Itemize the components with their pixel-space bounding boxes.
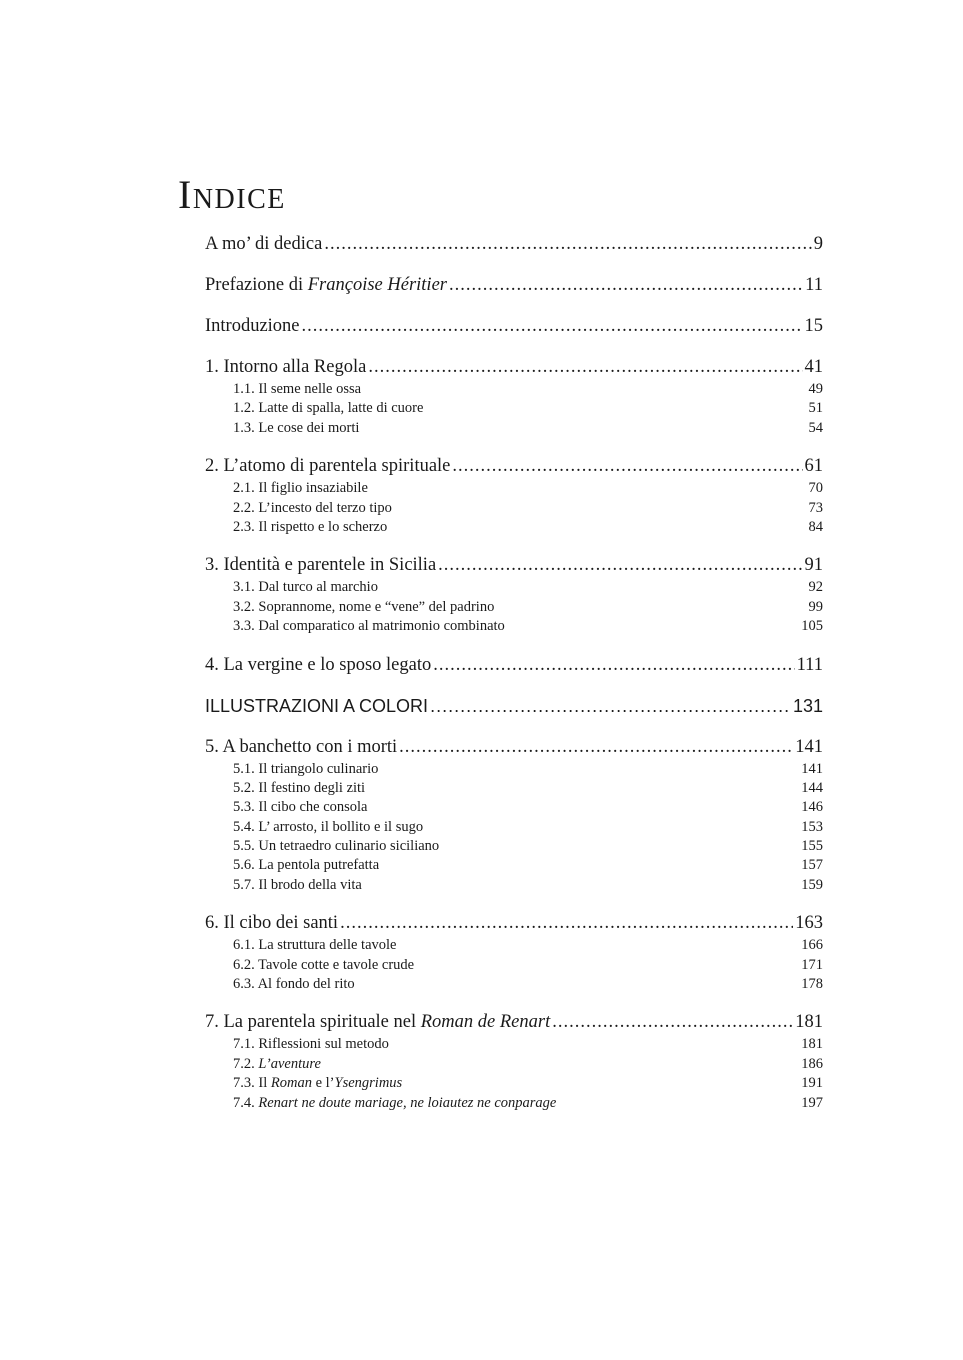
label-text: 6.1. La struttura delle tavole <box>233 937 397 954</box>
toc-subentry-page: 54 <box>808 419 823 436</box>
toc-subentry-page: 186 <box>801 1055 823 1072</box>
label-text: 5. A banchetto con i morti <box>205 736 398 757</box>
toc-subentry <box>233 1035 823 1054</box>
toc-subentry-label <box>233 876 362 895</box>
toc-entry-label <box>205 453 450 479</box>
toc-subentry-label <box>233 419 359 438</box>
label-text: 7. La parentela spirituale nel <box>205 1012 421 1033</box>
toc-entry <box>205 272 823 298</box>
label-italic: L’aventure <box>258 1055 321 1072</box>
label-text: 1.2. Latte di spalla, latte di cuore <box>233 400 424 417</box>
toc-subentry-page: 73 <box>808 499 823 516</box>
toc-subentry <box>233 617 823 636</box>
toc-entry-label <box>205 1009 550 1035</box>
toc-subentry-label <box>233 499 392 518</box>
toc-entry <box>205 552 823 578</box>
label-text: 2. L’atomo di parentela spirituale <box>205 456 451 477</box>
label-text: 2.1. Il figlio insaziabile <box>233 480 368 497</box>
toc-subentry-label <box>233 380 361 399</box>
toc-subentry <box>233 380 823 399</box>
label-text: 5.5. Un tetraedro culinario siciliano <box>233 838 440 855</box>
toc-subentry <box>233 837 823 856</box>
label-text: A mo’ di dedica <box>205 234 323 254</box>
toc-subentry <box>233 876 823 895</box>
toc-entry-label <box>205 313 300 339</box>
toc-subentry <box>233 779 823 798</box>
toc-subentry-page: 99 <box>808 598 823 615</box>
toc-entry-label <box>205 231 322 257</box>
toc-entry-page: 141 <box>795 736 823 757</box>
toc-entry-page: 111 <box>796 654 823 675</box>
dot-leader <box>399 734 793 760</box>
toc-subentry <box>233 518 823 537</box>
dot-leader <box>302 313 803 339</box>
label-text: 5.1. Il triangolo culinario <box>233 760 379 777</box>
label-text: 1.1. Il seme nelle ossa <box>233 381 362 397</box>
toc-subentry <box>233 499 823 518</box>
label-text: 6. Il cibo dei santi <box>205 913 339 934</box>
label-text: ILLUSTRAZIONI A COLORI <box>205 695 429 716</box>
toc-subentry <box>233 975 823 994</box>
label-text: 5.3. Il cibo che consola <box>233 799 368 816</box>
toc-subentry-page: 105 <box>801 618 823 635</box>
label-text: 2.2. L’incesto del terzo tipo <box>233 499 392 516</box>
toc-entry-page: 11 <box>805 275 823 295</box>
label-text: 7.1. Riflessioni sul metodo <box>233 1036 389 1053</box>
toc-subentry-label <box>233 1074 402 1093</box>
label-text: 3. Identità e parentele in Sicilia <box>205 555 437 576</box>
toc-entry <box>205 693 823 719</box>
toc-entry-label <box>205 354 366 380</box>
label-italic: Renart ne doute mariage, ne loiautez ne conparage <box>258 1094 557 1111</box>
toc-entry-page: 181 <box>795 1012 823 1033</box>
toc-subentry-page: 144 <box>801 779 823 796</box>
dot-leader <box>340 910 793 936</box>
toc-subentry-page: 49 <box>808 381 823 397</box>
toc-entry <box>205 453 823 479</box>
toc-entry-label <box>205 910 338 936</box>
label-text: 7.4. <box>233 1094 259 1111</box>
label-text: 6.3. Al fondo del rito <box>233 976 355 993</box>
toc-subentry <box>233 578 823 597</box>
toc-entry-label <box>205 272 447 298</box>
toc-subentry-page: 146 <box>801 799 823 816</box>
toc-subentry-label <box>233 598 494 617</box>
toc-subentry-label <box>233 975 355 994</box>
toc-subentry-label <box>233 617 505 636</box>
toc-subentry <box>233 1074 823 1093</box>
toc-subentry-page: 178 <box>801 976 823 993</box>
toc-entry-page: 15 <box>804 316 823 336</box>
label-text: 1.3. Le cose dei morti <box>233 419 360 436</box>
label-text: Introduzione <box>205 316 300 336</box>
toc-subentry-label <box>233 518 387 537</box>
toc-entry-label <box>205 652 431 678</box>
toc-subentry-label <box>233 956 414 975</box>
toc-subentry <box>233 598 823 617</box>
toc-subentry-label <box>233 936 396 955</box>
toc-subentry <box>233 1055 823 1074</box>
toc-subentry-label <box>233 1055 321 1074</box>
toc-subentry-page: 157 <box>801 857 823 874</box>
toc-subentry <box>233 798 823 817</box>
label-text: 7.3. Il <box>233 1075 271 1092</box>
dot-leader <box>430 693 791 719</box>
toc-subentry-label <box>233 798 368 817</box>
label-italic: Ysengrimus <box>334 1075 403 1092</box>
label-text: Prefazione di <box>205 275 308 295</box>
toc-subentry <box>233 818 823 837</box>
table-of-contents <box>205 231 823 1128</box>
toc-subentry <box>233 760 823 779</box>
toc-subentry-label <box>233 779 365 798</box>
dot-leader <box>433 652 794 678</box>
toc-entry-page: 163 <box>795 913 823 934</box>
toc-subentry-page: 191 <box>801 1075 823 1092</box>
toc-subentries <box>205 936 823 994</box>
dot-leader <box>438 552 802 578</box>
label-text: 3.1. Dal turco al marchio <box>233 579 378 596</box>
label-text: 1. Intorno alla Regola <box>205 357 367 377</box>
toc-subentries <box>205 1035 823 1113</box>
dot-leader <box>452 453 802 479</box>
toc-subentry <box>233 956 823 975</box>
toc-subentry-label <box>233 837 439 856</box>
label-text: 2.3. Il rispetto e lo scherzo <box>233 518 388 535</box>
toc-subentry <box>233 936 823 955</box>
toc-subentries <box>205 578 823 636</box>
toc-subentry-page: 171 <box>801 956 823 973</box>
toc-subentry <box>233 479 823 498</box>
toc-entry-label <box>205 693 428 719</box>
toc-subentry <box>233 1094 823 1113</box>
toc-subentry-label <box>233 1035 389 1054</box>
toc-subentry-page: 166 <box>801 937 823 954</box>
toc-subentry-page: 153 <box>801 818 823 835</box>
label-text: 4. La vergine e lo sposo legato <box>205 654 432 675</box>
toc-subentry-page: 181 <box>801 1036 823 1053</box>
toc-entry <box>205 734 823 760</box>
label-text: 5.4. L’ arrosto, il bollito e il sugo <box>233 818 424 835</box>
toc-subentry <box>233 399 823 418</box>
toc-subentry-page: 159 <box>801 876 823 893</box>
toc-subentry-label <box>233 760 378 779</box>
label-italic: Roman de Renart <box>420 1012 551 1033</box>
label-text: 5.7. Il brodo della vita <box>233 876 362 893</box>
toc-entry-page: 41 <box>804 357 823 377</box>
toc-entry-page: 131 <box>792 695 823 716</box>
dot-leader <box>449 272 803 298</box>
toc-subentry-label <box>233 1094 556 1113</box>
toc-subentries <box>205 760 823 896</box>
toc-subentry-page: 70 <box>808 480 823 497</box>
label-italic: Françoise Héritier <box>307 275 447 295</box>
label-text: 3.2. Soprannome, nome e “vene” del padrino <box>233 598 495 615</box>
toc-subentries <box>205 479 823 537</box>
label-text: e l’ <box>311 1075 335 1092</box>
toc-subentry-page: 197 <box>801 1094 823 1111</box>
toc-subentry-label <box>233 479 368 498</box>
toc-entry <box>205 231 823 257</box>
toc-subentry-label <box>233 856 379 875</box>
toc-subentry-page: 92 <box>808 579 823 596</box>
toc-subentry-label <box>233 818 423 837</box>
toc-subentry-page: 84 <box>808 518 823 535</box>
toc-subentry-page: 51 <box>808 400 823 417</box>
toc-entry-page: 91 <box>804 555 823 576</box>
toc-entry-page: 9 <box>813 234 823 254</box>
dot-leader <box>324 231 811 257</box>
label-text: 6.2. Tavole cotte e tavole crude <box>233 956 415 973</box>
toc-subentry-label <box>233 399 423 418</box>
label-text: 7.2. <box>233 1055 259 1072</box>
toc-subentry-page: 141 <box>801 760 823 777</box>
label-text: 5.2. Il festino degli ziti <box>233 779 366 796</box>
toc-entry <box>205 652 823 678</box>
label-text: 3.3. Dal comparatico al matrimonio combinato <box>233 618 505 635</box>
toc-subentry-page: 155 <box>801 838 823 855</box>
toc-subentry <box>233 856 823 875</box>
toc-subentry-label <box>233 578 378 597</box>
page-title: Indice <box>178 172 286 217</box>
toc-entry <box>205 910 823 936</box>
toc-entry <box>205 354 823 380</box>
toc-subentries <box>205 380 823 438</box>
toc-entry-label <box>205 552 436 578</box>
toc-entry <box>205 313 823 339</box>
dot-leader <box>368 354 802 380</box>
toc-entry-label <box>205 734 397 760</box>
label-italic: Roman <box>270 1075 312 1092</box>
label-text: 5.6. La pentola putrefatta <box>233 857 380 874</box>
toc-subentry <box>233 419 823 438</box>
toc-entry-page: 61 <box>804 456 823 477</box>
toc-entry <box>205 1009 823 1035</box>
dot-leader <box>552 1009 793 1035</box>
